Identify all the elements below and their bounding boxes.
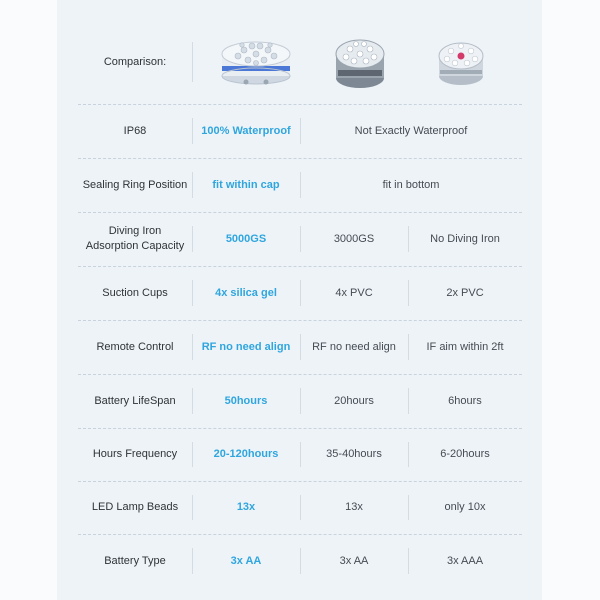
competitor-b-value: only 10x — [444, 501, 486, 513]
competitor-b-value: 3x AAA — [446, 554, 484, 567]
ours-value: 5000GS — [225, 232, 267, 245]
table-row — [78, 481, 522, 534]
ours-value: 3x AA — [230, 554, 262, 567]
submersible-light-competitor-a-icon — [332, 32, 388, 92]
ours-value: 13x — [236, 501, 256, 513]
feature-label: LED Lamp Beads — [91, 501, 179, 513]
competitor-a-value: 4x PVC — [335, 286, 373, 299]
table-row — [78, 320, 522, 374]
feature-label: Battery LifeSpan — [94, 394, 176, 407]
table-row — [78, 534, 522, 588]
feature-label: Battery Type — [104, 554, 166, 567]
competitor-a-value: 35-40hours — [326, 448, 382, 460]
competitors-value: Not Exactly Waterproof — [354, 124, 468, 137]
competitor-a-value: 3x AA — [339, 554, 369, 567]
feature-label: IP68 — [123, 124, 147, 137]
competitor-a-value: 13x — [345, 501, 363, 513]
competitors-value: fit in bottom — [382, 178, 440, 191]
competitor-b-value: No Diving Iron — [430, 232, 500, 245]
table-row — [78, 428, 522, 481]
left-margin — [0, 0, 57, 600]
competitor-a-value: 20hours — [334, 394, 374, 407]
competitor-b-value: IF aim within 2ft — [426, 340, 504, 353]
right-margin — [542, 0, 600, 600]
feature-label: Suction Cups — [102, 286, 168, 299]
table-row — [78, 212, 522, 266]
competitor-b-value: 6hours — [448, 394, 482, 407]
comparison-label: Comparison: — [103, 55, 167, 68]
table-row — [78, 104, 522, 158]
table-row — [78, 374, 522, 428]
feature-label: Remote Control — [96, 340, 174, 353]
competitor-b-value: 6-20hours — [440, 448, 490, 460]
competitor-b-value: 2x PVC — [446, 286, 484, 299]
table-row — [78, 158, 522, 212]
ours-value: fit within cap — [212, 178, 280, 191]
ours-value: 50hours — [224, 394, 268, 407]
ours-value: 100% Waterproof — [201, 124, 291, 137]
feature-label: Diving Iron Adsorption Capacity — [85, 225, 185, 252]
competitor-a-value: RF no need align — [312, 340, 396, 353]
submersible-light-competitor-b-icon — [432, 32, 490, 90]
ours-value: 20-120hours — [213, 448, 279, 460]
feature-label: Sealing Ring Position — [82, 178, 188, 191]
competitor-a-value: 3000GS — [333, 232, 375, 245]
submersible-light-ours-icon — [214, 36, 298, 86]
ours-value: RF no need align — [201, 340, 291, 353]
ours-value: 4x silica gel — [215, 286, 277, 299]
feature-label: Hours Frequency — [92, 448, 178, 460]
table-row — [78, 266, 522, 320]
column-divider — [192, 42, 193, 82]
